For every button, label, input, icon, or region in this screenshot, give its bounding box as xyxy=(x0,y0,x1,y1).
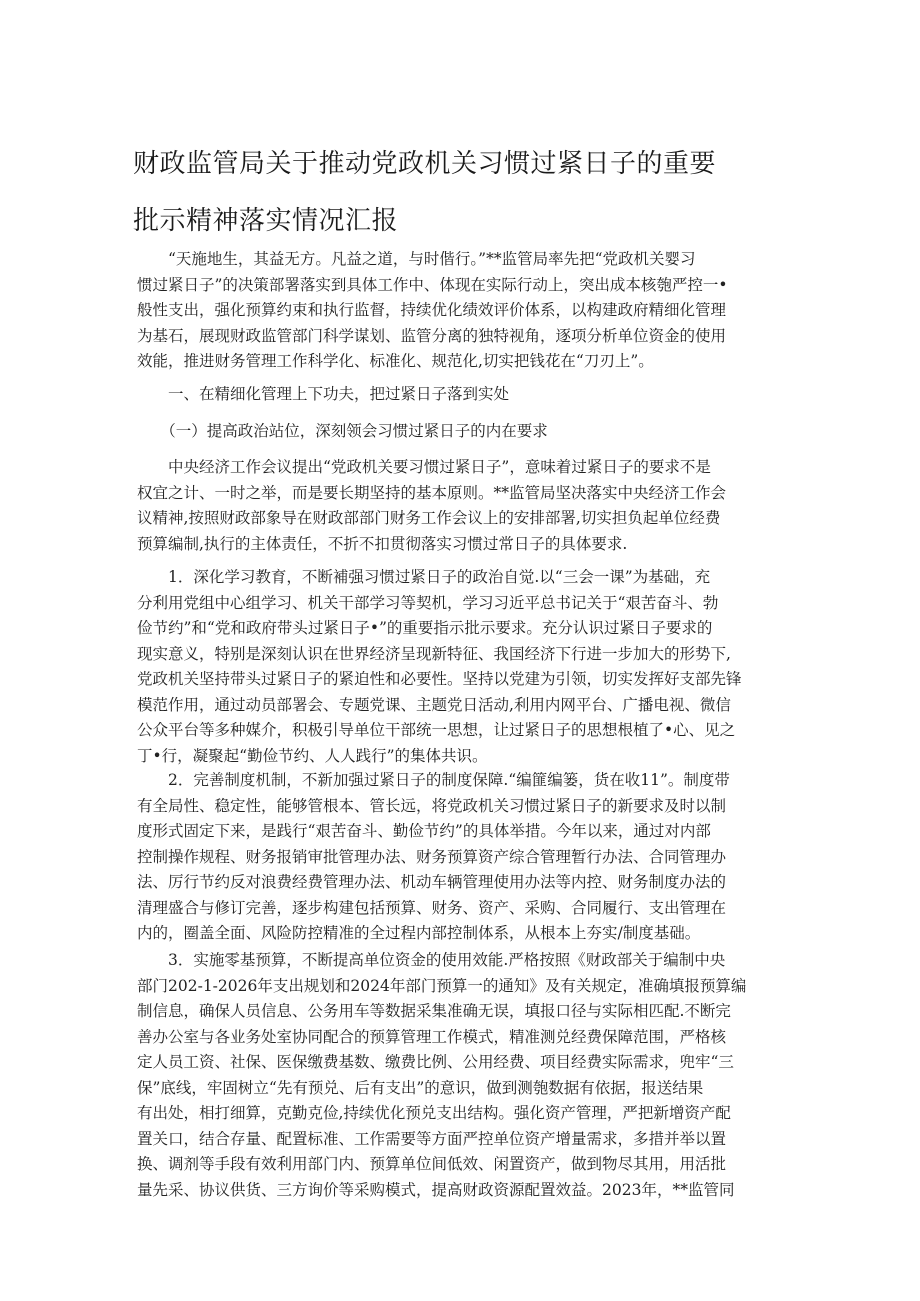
paragraph-line: 有全局性、稳定性，能够管根本、管长远，将党政机关习惯过紧日子的新要求及时以制 xyxy=(137,796,727,815)
paragraph-line: 现实意义，特别是深刻认识在世界经济呈现新特征、我国经济下行进一步加大的形势下, xyxy=(137,644,731,663)
paragraph-item-1 xyxy=(137,565,783,769)
heading-line: （一）提高政治站位，深刻领会习惯过紧日子的内在要求 xyxy=(137,422,548,440)
paragraph-line: 权宜之计、一时之举，而是要长期坚持的基本原则。**监管局坚决落实中央经济工作会 xyxy=(137,483,727,502)
paragraph-line: 量先采、协议供货、三方询价等采购模式，提高财政资源配置效益。2023年，**监管同 xyxy=(137,1180,735,1199)
heading-line: 一、在精细化管理上下功夫，把过紧日子落到实处 xyxy=(137,385,510,403)
paragraph-line: 法、厉行节约反对浪费经费管理办法、机动车辆管理使用办法等内控、财务制度办法的 xyxy=(137,873,727,891)
paragraph-line: 为基石，展现财政监管部门科学谋划、监管分离的独特视角，逐项分析单位资金的使用 xyxy=(137,326,727,345)
subsection-heading-1 xyxy=(137,419,783,445)
paragraph-item-3 xyxy=(137,948,783,1203)
paragraph-line: 党政机关坚持带头过紧日子的紧迫性和必要性。坚持以党建为引领，切实发挥好支部先锋 xyxy=(137,670,742,688)
paragraph-line: 定人员工资、社保、医保缴费基数、缴费比例、公用经费、项目经费实际需求，兜牢“三 xyxy=(137,1053,734,1071)
paragraph-line: 预算编制,执行的主体责任，不折不扣贯彻落实习惯过常日子的具体要求. xyxy=(137,534,628,553)
paragraph-line: 2．完善制度机制，不新加强过紧日子的制度保障.“编篚编篓，货在收11”。制度带 xyxy=(137,771,730,789)
paragraph-line: 俭节约”和“党和政府带头过紧日子•”的重要指示批示要求。充分认识过紧日子要求的 xyxy=(137,619,713,637)
paragraph-line: “天施地生，其益无方。凡益之道，与时偕行。”**监管局率先把“党政机关婴习 xyxy=(137,250,696,268)
paragraph-line: 效能，推进财务管理工作科学化、标准化、规范化,切实把钱花在“刀刃上”。 xyxy=(137,352,654,370)
paragraph-line: 保”底线，牢固树立“先有预兑、后有支出”的意识，做到测匏数据有依据，报送结果 xyxy=(137,1078,704,1097)
paragraph-line: 善办公室与各业务处室协同配合的预算管理工作模式，精准测兑经费保障范围，严格核 xyxy=(137,1027,727,1046)
document-title xyxy=(133,136,793,250)
paragraph-line: 公众平台等多种媒介，积极引导单位干部统一思想，让过紧日子的思想根植了•心、见之 xyxy=(137,721,736,739)
section-heading-1 xyxy=(137,382,783,408)
paragraph-line: 制信息，确保人员信息、公务用车等数据采集准确无误，填报口径与实际相匹配.不断完 xyxy=(137,1002,731,1020)
paragraph-line: 有出处，相打细算，克勤克俭,持续优化预兑支出结构。强化资产管理，严把新增资产配 xyxy=(137,1104,731,1122)
paragraph-line: 度形式固定下来，是践行“艰苦奋斗、勤俭节约”的具体举措。今年以来，通过对内部 xyxy=(137,822,711,840)
paragraph-line: 置关口，结合存量、配置标准、工作需要等方面严控单位资产增量需求，多措并举以置 xyxy=(137,1129,727,1148)
paragraph-line: 换、调剂等手段有效利用部门内、预算单位间低效、闲置资产，做到物尽其用，用活批 xyxy=(137,1155,727,1173)
paragraph-line: 惯过紧日子”的决策部署落实到具体工作中、体现在实际行动上，突出成本核匏严控一• xyxy=(137,275,728,294)
paragraph-line: 控制操作规程、财务报销审批管理办法、财务预算资产综合管理暂行办法、合同管理办 xyxy=(137,847,727,866)
paragraph-line: 模范作用，通过动员部署会、专题党课、主题党日活动,利用内网平台、广播电视、微信 xyxy=(137,695,731,714)
paragraph-line: 般性支出，强化预算约束和执行监督，持续优化绩效评价体系，以构建政府精细化管理 xyxy=(137,301,727,319)
paragraph-item-2 xyxy=(137,768,783,947)
paragraph-line: 丁•行，凝聚起“勤俭节约、人人践行”的集体共识。 xyxy=(137,746,488,765)
paragraph-line: 中央经济工作会议提出“党政机关要习惯过紧日子”，意味着过紧日子的要求不是 xyxy=(137,458,711,476)
paragraph-line: 分利用党组中心组学习、机关干部学习等契机，学习习近平总书记关于“艰苦奋斗、勃 xyxy=(137,593,719,612)
intro-paragraph xyxy=(137,247,783,375)
paragraph-line: 内的，圈盖全面、风险防控精准的全过程内部控制体系，从根本上夯实/制度基础。 xyxy=(137,924,701,942)
title-line-1: 财政监管局关于推动党政机关习惯过紧日子的重要 xyxy=(133,149,717,179)
paragraph-line: 部门202-1-2026年支出规划和2024年部门预算一的通知》及有关规定，准确填报预算编 xyxy=(137,976,747,995)
paragraph-economic-conference xyxy=(137,455,783,557)
paragraph-line: 1．深化学习教育，不断補强习惯过紧日子的政治自觉.以“三会一课”为基础，充 xyxy=(137,568,711,586)
paragraph-line: 3．实施零基预算，不断提高单位资金的使用效能.严格按照《财政部关于编制中央 xyxy=(137,951,726,969)
paragraph-line: 清理盛合与修订完善，逐步构建包括预算、财务、资产、采购、合同履行、支出管理在 xyxy=(137,898,727,917)
paragraph-line: 议精神,按照财政部象导在财政部部门财务工作会议上的安排部署,切实担负起单位经费 xyxy=(137,509,721,527)
title-line-2: 批示精神落实情况汇报 xyxy=(133,206,399,236)
